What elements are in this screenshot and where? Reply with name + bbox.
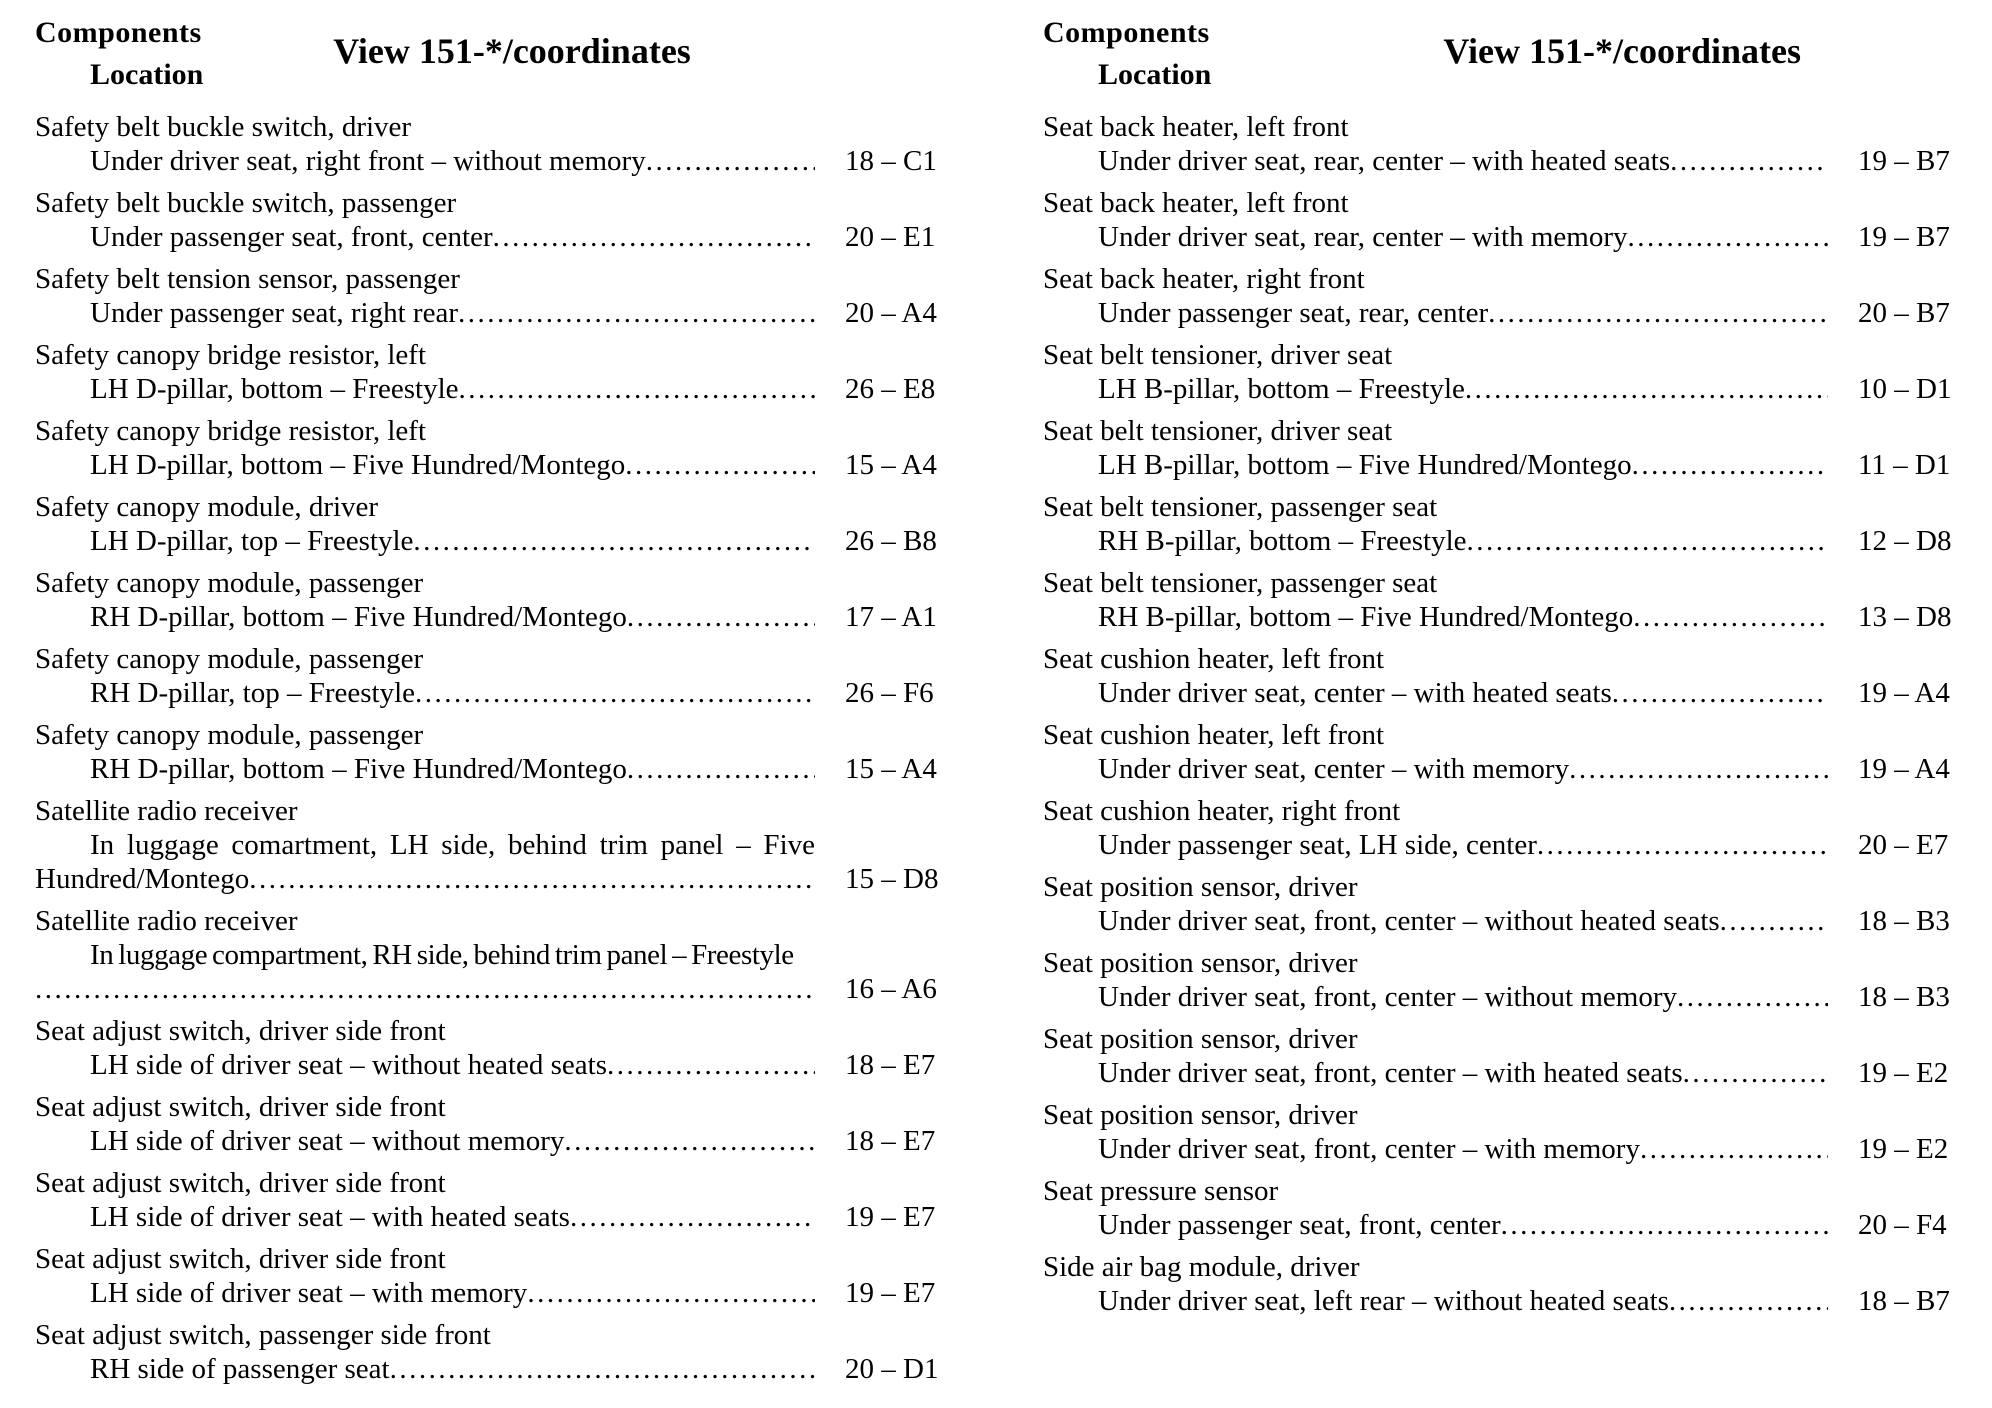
component-name: Satellite radio receiver (35, 795, 298, 827)
component-entry (1043, 1098, 1948, 1166)
dotted-leader (564, 1124, 815, 1158)
component-location: Under passenger seat, right rear (90, 297, 458, 329)
component-entry (35, 490, 935, 558)
component-coordinate: 12 – D8 (1858, 525, 1952, 557)
component-entry (1043, 794, 1948, 862)
dotted-leader (1640, 1132, 1828, 1166)
component-coordinate: 18 – B7 (1858, 1285, 1950, 1317)
component-coordinate: 18 – E7 (845, 1125, 936, 1157)
component-entry (35, 186, 935, 254)
component-name: Safety canopy bridge resistor, left (35, 339, 427, 371)
component-location: RH D-pillar, bottom – Five Hundred/Montego (90, 753, 627, 785)
component-location-row (1043, 1132, 1948, 1166)
component-location: Hundred/Montego (35, 863, 250, 895)
component-name: Seat position sensor, driver (1043, 947, 1358, 979)
dotted-leader (1632, 448, 1828, 482)
component-location-wrap-line: In luggage comartment, LH side, behind trim panel – Five (90, 829, 815, 861)
component-location-row (35, 862, 939, 896)
component-entry (1043, 338, 1952, 406)
component-location: LH D-pillar, top – Freestyle (90, 525, 414, 557)
component-entry (35, 566, 935, 634)
component-entry (1043, 490, 1952, 558)
component-location: Under driver seat, left rear – without heated seats (1098, 1285, 1669, 1317)
component-coordinate: 19 – B7 (1858, 221, 1950, 253)
component-coordinate: 26 – F6 (845, 677, 934, 709)
components-column-right (1043, 14, 1952, 1408)
component-entry (1043, 566, 1952, 634)
component-location-row (35, 372, 935, 406)
component-location: Under passenger seat, rear, center (1098, 297, 1489, 329)
component-location-row (35, 676, 935, 710)
dotted-leader (458, 296, 815, 330)
component-location: Under driver seat, rear, center – with memory (1098, 221, 1628, 253)
dotted-leader (527, 1276, 815, 1310)
components-heading: Components (35, 16, 202, 49)
component-name: Safety canopy module, passenger (35, 567, 424, 599)
component-location-row (1043, 296, 1948, 330)
component-name: Seat adjust switch, driver side front (35, 1243, 446, 1275)
component-name: Safety canopy module, passenger (35, 643, 424, 675)
component-list-left (35, 110, 939, 1386)
component-entry (35, 1014, 935, 1082)
component-coordinate: 20 – E1 (845, 221, 936, 253)
component-coordinate: 18 – B3 (1858, 905, 1950, 937)
component-name: Satellite radio receiver (35, 905, 298, 937)
component-location-row (35, 1048, 935, 1082)
component-location: LH side of driver seat – with heated seats (90, 1201, 570, 1233)
component-location: LH side of driver seat – without heated seats (90, 1049, 608, 1081)
component-location-row (1043, 980, 1948, 1014)
component-location: LH B-pillar, bottom – Freestyle (1098, 373, 1465, 405)
dotted-leader (249, 862, 815, 896)
component-coordinate: 26 – E8 (845, 373, 936, 405)
location-heading: Location (1098, 58, 1212, 91)
component-location-row (35, 448, 935, 482)
component-coordinate: 15 – A4 (845, 449, 937, 481)
component-name: Safety belt tension sensor, passenger (35, 263, 460, 295)
component-location: RH side of passenger seat (90, 1353, 390, 1385)
component-entry (1043, 414, 1951, 482)
component-coordinate: 19 – E7 (845, 1277, 936, 1309)
component-location-row (35, 296, 935, 330)
component-coordinate: 26 – B8 (845, 525, 937, 557)
component-name: Side air bag module, driver (1043, 1251, 1360, 1283)
component-entry (1043, 1250, 1948, 1318)
component-location: Under driver seat, center – with heated seats (1098, 677, 1612, 709)
dotted-leader (1612, 676, 1828, 710)
dotted-leader (625, 448, 815, 482)
component-name: Seat adjust switch, driver side front (35, 1167, 446, 1199)
column-header-left (35, 14, 935, 110)
dotted-leader (1627, 220, 1828, 254)
component-name: Safety belt buckle switch, passenger (35, 187, 457, 219)
component-location-row (1043, 448, 1951, 482)
dotted-leader (35, 972, 815, 1006)
component-coordinate: 20 – F4 (1858, 1209, 1947, 1241)
component-location: LH D-pillar, bottom – Freestyle (90, 373, 459, 405)
component-name: Safety canopy bridge resistor, left (35, 415, 427, 447)
component-location-row (35, 1352, 939, 1386)
column-header-right (1043, 14, 1948, 110)
component-entry (35, 110, 935, 178)
component-name: Seat cushion heater, left front (1043, 719, 1385, 751)
component-entry (1043, 1174, 1948, 1242)
dotted-leader (1683, 1056, 1828, 1090)
dotted-leader (646, 144, 815, 178)
component-name: Seat adjust switch, driver side front (35, 1091, 446, 1123)
component-name: Seat adjust switch, passenger side front (35, 1319, 491, 1351)
component-name: Seat pressure sensor (1043, 1175, 1279, 1207)
dotted-leader (1537, 828, 1828, 862)
component-name: Seat belt tensioner, passenger seat (1043, 491, 1438, 523)
component-entry (35, 718, 935, 786)
component-location: Under driver seat, center – with memory (1098, 753, 1570, 785)
component-location-row (1043, 676, 1948, 710)
components-heading: Components (1043, 16, 1210, 49)
component-entry (1043, 1022, 1948, 1090)
component-name: Seat back heater, left front (1043, 111, 1349, 143)
component-name: Seat position sensor, driver (1043, 1099, 1358, 1131)
component-location-row (35, 1200, 935, 1234)
component-coordinate: 18 – C1 (845, 145, 937, 177)
component-location: RH B-pillar, bottom – Freestyle (1098, 525, 1467, 557)
component-location-row (1043, 1284, 1948, 1318)
component-name: Safety canopy module, passenger (35, 719, 424, 751)
component-entry (1043, 642, 1948, 710)
component-name: Seat belt tensioner, driver seat (1043, 415, 1393, 447)
component-location: RH D-pillar, top – Freestyle (90, 677, 416, 709)
component-name: Seat cushion heater, left front (1043, 643, 1385, 675)
component-location: Under driver seat, front, center – without memory (1098, 981, 1678, 1013)
component-entry (35, 1166, 935, 1234)
component-coordinate: 11 – D1 (1858, 449, 1951, 481)
dotted-leader (607, 1048, 815, 1082)
component-coordinate: 19 – A4 (1858, 677, 1950, 709)
component-coordinate: 19 – B7 (1858, 145, 1950, 177)
dotted-leader (413, 524, 815, 558)
component-location: RH D-pillar, bottom – Five Hundred/Montego (90, 601, 627, 633)
component-location: Under driver seat, front, center – with heated seats (1098, 1057, 1683, 1089)
component-location: LH side of driver seat – with memory (90, 1277, 528, 1309)
component-location-row (1043, 524, 1952, 558)
view-coordinates-heading: View 151-*/coordinates (1443, 31, 1801, 71)
component-location-row (35, 1276, 935, 1310)
component-location-row (1043, 904, 1948, 938)
component-entry (1043, 110, 1948, 178)
component-location: LH B-pillar, bottom – Five Hundred/Montego (1098, 449, 1632, 481)
component-location-row (1043, 144, 1948, 178)
component-entry (1043, 186, 1948, 254)
components-column-left (35, 14, 939, 1408)
dotted-leader (1501, 1208, 1828, 1242)
component-location: Under driver seat, rear, center – with heated seats (1098, 145, 1671, 177)
dotted-leader (390, 1352, 815, 1386)
component-name: Seat belt tensioner, driver seat (1043, 339, 1393, 371)
component-name: Seat position sensor, driver (1043, 871, 1358, 903)
component-location: Under passenger seat, LH side, center (1098, 829, 1537, 861)
component-coordinate: 18 – E7 (845, 1049, 936, 1081)
component-coordinate: 20 – E7 (1858, 829, 1949, 861)
component-entry (1043, 262, 1948, 330)
component-coordinate: 15 – D8 (845, 863, 939, 895)
component-location: Under driver seat, front, center – without heated seats (1098, 905, 1720, 937)
component-coordinate: 20 – A4 (845, 297, 937, 329)
component-entry (35, 262, 935, 330)
component-coordinate: 20 – B7 (1858, 297, 1950, 329)
dotted-leader (1720, 904, 1828, 938)
dotted-leader (1633, 600, 1828, 634)
component-name: Seat back heater, right front (1043, 263, 1365, 295)
dotted-leader (1467, 524, 1828, 558)
component-coordinate: 16 – A6 (845, 973, 937, 1005)
component-location-row (1043, 220, 1948, 254)
component-coordinate: 19 – A4 (1858, 753, 1950, 785)
dotted-leader (493, 220, 815, 254)
component-entry (35, 1242, 935, 1310)
component-name: Seat back heater, left front (1043, 187, 1349, 219)
dotted-leader (1569, 752, 1828, 786)
component-location-row (35, 220, 935, 254)
component-location-row (35, 1124, 935, 1158)
component-location: Under passenger seat, front, center (90, 221, 493, 253)
component-list-right (1043, 110, 1952, 1318)
component-coordinate: 19 – E7 (845, 1201, 936, 1233)
component-location-row (1043, 828, 1948, 862)
component-location-row (1043, 372, 1952, 406)
component-coordinate: 17 – A1 (845, 601, 937, 633)
component-entry (1043, 718, 1948, 786)
component-location-row (35, 144, 935, 178)
component-entry (35, 414, 935, 482)
dotted-leader (415, 676, 815, 710)
component-location-wrap-line: In luggage compartment, RH side, behind trim panel – Freestyle (90, 939, 794, 971)
component-location-row (35, 972, 935, 1006)
dotted-leader (1670, 144, 1828, 178)
component-coordinate: 19 – E2 (1858, 1057, 1949, 1089)
component-location: Under driver seat, right front – without memory (90, 145, 646, 177)
component-location-row (35, 524, 935, 558)
component-entry (35, 1090, 935, 1158)
component-coordinate: 19 – E2 (1858, 1133, 1949, 1165)
component-entry (35, 1318, 939, 1386)
component-coordinate: 18 – B3 (1858, 981, 1950, 1013)
component-location: LH side of driver seat – without memory (90, 1125, 565, 1157)
component-location-row (1043, 1208, 1948, 1242)
component-name: Seat belt tensioner, passenger seat (1043, 567, 1438, 599)
component-name: Seat adjust switch, driver side front (35, 1015, 446, 1047)
component-location-row (35, 600, 935, 634)
dotted-leader (627, 600, 815, 634)
dotted-leader (459, 372, 815, 406)
component-entry (35, 642, 935, 710)
component-name: Safety canopy module, driver (35, 491, 379, 523)
component-entry (35, 338, 935, 406)
component-location: Under driver seat, front, center – with memory (1098, 1133, 1640, 1165)
component-entry (1043, 870, 1948, 938)
component-location: RH B-pillar, bottom – Five Hundred/Montego (1098, 601, 1634, 633)
component-coordinate: 13 – D8 (1858, 601, 1952, 633)
dotted-leader (1465, 372, 1828, 406)
component-coordinate: 10 – D1 (1858, 373, 1952, 405)
component-coordinate: 15 – A4 (845, 753, 937, 785)
component-coordinate: 20 – D1 (845, 1353, 939, 1385)
dotted-leader (1488, 296, 1828, 330)
component-entry (35, 904, 935, 1006)
component-location: Under passenger seat, front, center (1098, 1209, 1501, 1241)
dotted-leader (627, 752, 815, 786)
component-entry (1043, 946, 1948, 1014)
component-location: LH D-pillar, bottom – Five Hundred/Montego (90, 449, 626, 481)
component-name: Seat cushion heater, right front (1043, 795, 1401, 827)
component-location-row (1043, 752, 1948, 786)
component-entry (35, 794, 939, 896)
component-location-row (1043, 600, 1952, 634)
component-name: Safety belt buckle switch, driver (35, 111, 412, 143)
component-name: Seat position sensor, driver (1043, 1023, 1358, 1055)
view-coordinates-heading: View 151-*/coordinates (333, 31, 691, 71)
dotted-leader (1677, 980, 1828, 1014)
component-location-row (1043, 1056, 1948, 1090)
location-heading: Location (90, 58, 204, 91)
component-location-row (35, 752, 935, 786)
dotted-leader (1669, 1284, 1828, 1318)
dotted-leader (570, 1200, 815, 1234)
